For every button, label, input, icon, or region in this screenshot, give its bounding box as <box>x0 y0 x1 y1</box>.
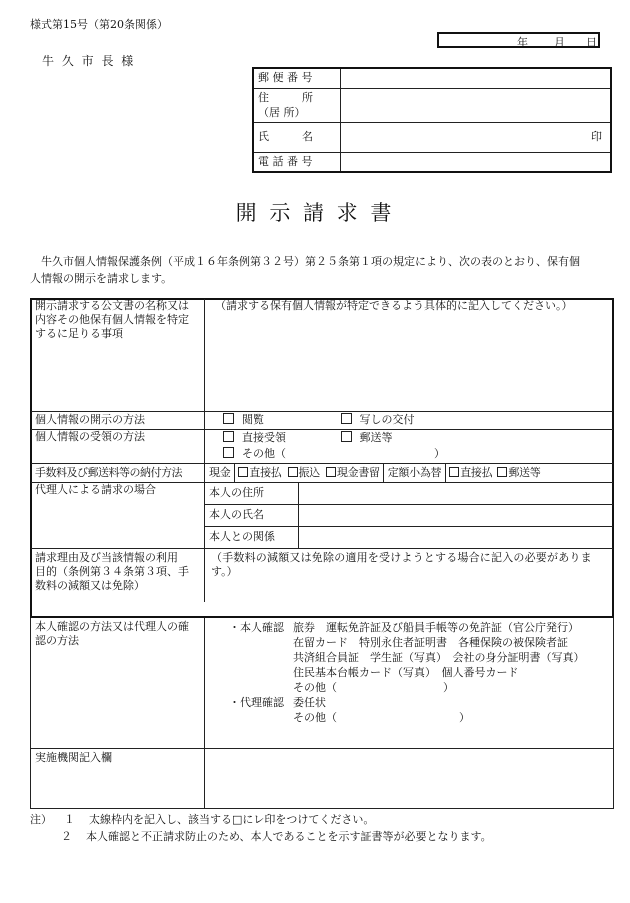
self-id-line-4: 住民基本台帳カード（写真） 個人番号カード <box>293 666 519 679</box>
mail-checkbox[interactable] <box>341 431 352 442</box>
fee-cash-registered-checkbox[interactable] <box>326 467 336 477</box>
fee-cash-label: 現金 <box>205 464 235 482</box>
reason-note-line-1: （手数料の減額又は免除の適用を受けようとする場合に記入の必要がありま <box>211 550 592 564</box>
copy-option-label: 写しの交付 <box>359 413 415 426</box>
agent-id-other-close: ） <box>459 711 470 724</box>
note-1-number: １ <box>64 813 75 826</box>
fee-transfer-label: 振込 <box>298 465 320 479</box>
reason-field[interactable] <box>205 548 614 602</box>
office-use-label: 実施機関記入欄 <box>31 748 205 808</box>
principal-relation-field[interactable] <box>299 526 614 548</box>
reason-label: 請求理由及び当該情報の利用 目的（条例第３４条第３項、手 数料の減額又は免除） <box>31 548 205 602</box>
notes <box>30 811 492 845</box>
view-checkbox[interactable] <box>223 413 234 424</box>
direct-receipt-checkbox[interactable] <box>223 431 234 442</box>
verification-method-field <box>205 618 614 748</box>
postal-code-field[interactable] <box>341 68 612 88</box>
address-field[interactable] <box>341 88 612 122</box>
intro-text <box>30 253 620 287</box>
fee-payment-label: 手数料及び郵送料等の納付方法 <box>31 463 205 482</box>
postal-code-label: 郵 便 番 号 <box>253 68 341 88</box>
principal-address-field[interactable] <box>299 482 614 504</box>
receipt-method-label: 個人情報の受領の方法 <box>31 429 205 463</box>
form-number: 様式第15号（第20条関係） <box>30 18 168 31</box>
date-year-label: 年 <box>517 36 528 49</box>
name-field[interactable] <box>341 122 612 152</box>
note-2-text: 本人確認と不正請求防止のため、本人であることを示す証書等が必要となります。 <box>86 830 492 843</box>
addressee: 牛 久 市 長 様 <box>42 54 136 68</box>
principal-name-field[interactable] <box>299 504 614 526</box>
self-id-other-close: ） <box>443 681 454 694</box>
intro-line-2: 人情報の開示を請求します。 <box>30 272 173 285</box>
fee-direct-pay2-checkbox[interactable] <box>449 467 459 477</box>
principal-address-label: 本人の住所 <box>205 482 299 504</box>
request-item-label: 開示請求する公文書の名称又は 内容その他保有個人情報を特定 するに足りる事項 <box>31 299 205 411</box>
request-item-note: （請求する保有個人情報が特定できるよう具体的に記入してください。） <box>215 299 573 312</box>
self-id-line-3: 共済組合員証 学生証（写真） 会社の身分証明書（写真） <box>293 651 585 664</box>
disclosure-method-options <box>205 411 614 429</box>
mail-option-label: 郵送等 <box>359 430 393 444</box>
phone-field[interactable] <box>341 152 612 172</box>
page-title: 開 示 請 求 書 <box>235 201 395 225</box>
agent-id-line-1: 委任状 <box>293 696 326 709</box>
request-item-field[interactable] <box>205 299 614 411</box>
notes-prefix: 注） <box>30 813 52 826</box>
verification-table <box>30 618 614 809</box>
view-option-label: 閲覧 <box>242 413 264 426</box>
agent-request-label: 代理人による請求の場合 <box>31 482 205 548</box>
receipt-method-options <box>205 429 614 463</box>
agent-id-other-label: その他（ <box>293 711 337 724</box>
self-id-other-label: その他（ <box>293 681 337 694</box>
verification-method-label: 本人確認の方法又は代理人の確 認の方法 <box>31 618 205 748</box>
direct-receipt-label: 直接受領 <box>242 430 286 444</box>
self-id-line-2: 在留カード 特別永住者証明書 各種保険の被保険者証 <box>293 636 568 649</box>
fee-direct-pay-checkbox[interactable] <box>238 467 248 477</box>
date-day-label: 日 <box>586 36 597 49</box>
copy-checkbox[interactable] <box>341 413 352 424</box>
reason-note-line-2: す。） <box>211 564 238 578</box>
self-id-line-1: 旅券 運転免許証及び船員手帳等の免許証（官公庁発行） <box>293 621 579 634</box>
note-2-number: ２ <box>61 830 72 843</box>
fee-mail-label: 郵送等 <box>508 465 541 479</box>
applicant-table <box>252 67 612 173</box>
request-table <box>31 299 613 602</box>
intro-line-1: 牛久市個人情報保護条例（平成１６年条例第３２号）第２５条第１項の規定により、次の表のとおり、保有個 <box>30 255 580 268</box>
self-verification-label: ・本人確認 <box>229 621 284 634</box>
date-month-label: 月 <box>554 36 565 49</box>
fee-direct-pay-label: 直接払 <box>249 465 282 479</box>
principal-name-label: 本人の氏名 <box>205 504 299 526</box>
fee-direct-pay2-label: 直接払 <box>460 465 493 479</box>
date-box <box>437 32 600 48</box>
agent-verification-label: ・代理確認 <box>229 696 284 709</box>
seal-mark: 印 <box>591 130 602 143</box>
paren-close: ） <box>434 446 445 460</box>
fee-money-order-label: 定額小為替 <box>384 464 447 482</box>
phone-label: 電 話 番 号 <box>253 152 341 172</box>
fee-transfer-checkbox[interactable] <box>288 467 298 477</box>
office-use-field <box>205 748 614 808</box>
name-label: 氏 名 <box>253 122 341 152</box>
fee-mail-checkbox[interactable] <box>497 467 507 477</box>
other-receipt-label: その他（ <box>242 446 286 460</box>
note-1-text: 太線枠内を記入し、該当する□にレ印をつけてください。 <box>89 813 375 826</box>
principal-relation-label: 本人との関係 <box>205 526 299 548</box>
address-label: 住 所 （居 所） <box>253 88 341 122</box>
other-receipt-checkbox[interactable] <box>223 447 234 458</box>
fee-cash-registered-label: 現金書留 <box>336 465 380 479</box>
disclosure-method-label: 個人情報の開示の方法 <box>31 411 205 429</box>
fee-payment-options <box>205 463 614 482</box>
